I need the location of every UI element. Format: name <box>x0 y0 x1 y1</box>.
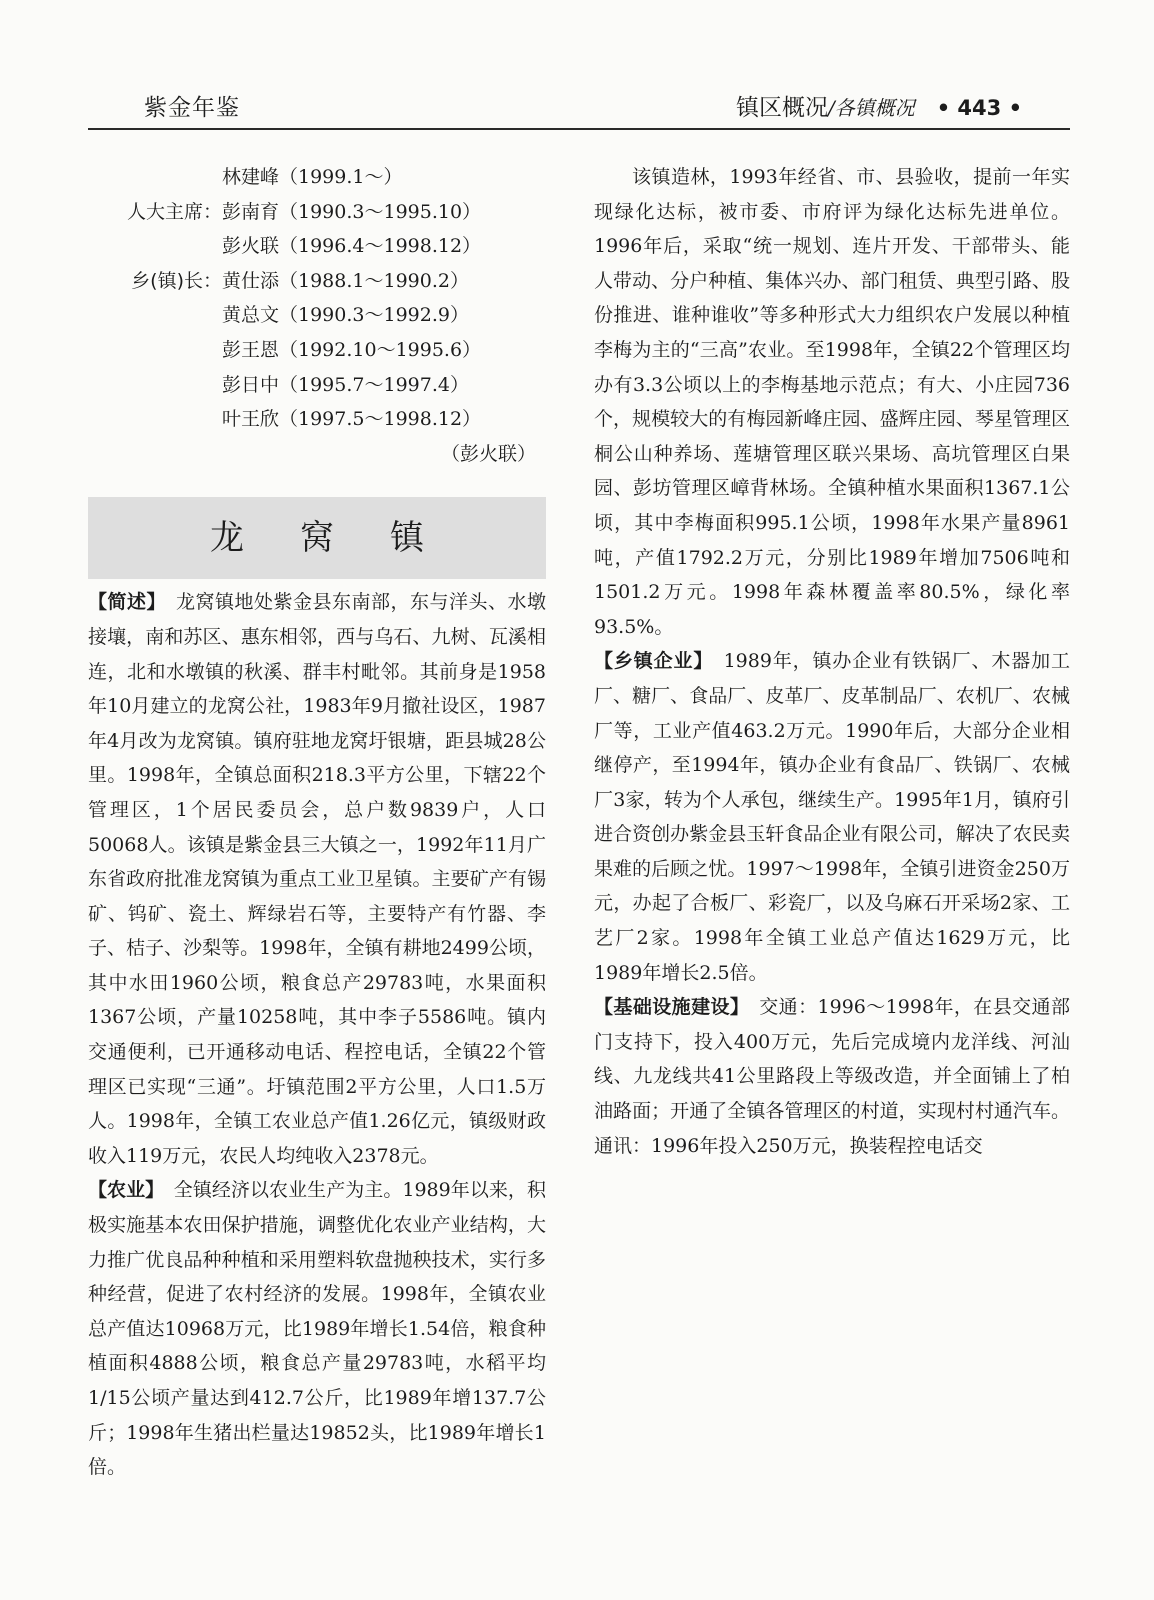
subsection-name: /各镇概况 <box>827 96 915 120</box>
forestry-paragraph: 该镇造林，1993年经省、市、县验收，提前一年实现绿化达标，被市委、市府评为绿化达标先进单位。1996年后，采取“统一规划、连片开发、干部带头、能人带动、分户种植、集体兴办、部门租赁、典型引路、股份推进、谁种谁收”等多种形式大力组织农户发展以种植李梅为主的“三高”农业。至1998年，全镇22个管理区均办有3.3公顷以上的李梅基地示范点；有大、小庄园736个，规模较大的有梅园新峰庄园、盛辉庄园、琴星管理区桐公山种养场、莲塘管理区联兴果场、高坑管理区白果园、彭坊管理区嶂背林场。全镇种植水果面积1367.1公顷，其中李梅面积995.1公顷，1998年水果产量8961吨，产值1792.2万元，分别比1989年增加7506吨和1501.2万元。1998年森林覆盖率80.5%，绿化率93.5%。 <box>594 166 1070 638</box>
official-row: 彭日中（1995.7～1997.4） <box>222 373 469 396</box>
official-row: 彭王恩（1992.10～1995.6） <box>222 338 482 361</box>
section-name: 镇区概况 <box>735 95 828 121</box>
overview-paragraph: 【简述】 龙窝镇地处紫金县东南部，东与洋头、水墩接壤，南和苏区、惠东相邻，西与乌石、九树、瓦溪相连，北和水墩镇的秋溪、群丰村毗邻。其前身是1958年10月建立的龙窝公社，1983年9月撤社设区，1987年4月改为龙窝镇。镇府驻地龙窝圩银塘，距县城28公里。1998年，全镇总面积218.3平方公里，下辖22个管理区，1个居民委员会，总户数9839户，人口50068人。该镇是紫金县三大镇之一，1992年11月广东省政府批准龙窝镇为重点工业卫星镇。主要矿产有锡矿、钨矿、瓷土、辉绿岩石等，主要特产有竹器、李子、桔子、沙梨等。1998年，全镇有耕地2499公顷，其中水田1960公顷，粮食总产29783吨，水果面积1367公顷，产量10258吨，其中李子5586吨。镇内交通便利，已开通移动电话、程控电话，全镇22个管理区已实现“三通”。圩镇范围2平方公里，人口1.5万人。1998年，全镇工农业总产值1.26亿元，镇级财政收入119万元，农民人均纯收入2378元。 <box>88 591 546 1167</box>
agriculture-paragraph: 【农业】 全镇经济以农业生产为主。1989年以来，积极实施基本农田保护措施，调整优化农业产业结构，大力推广优良品种种植和采用塑料软盘抛秧技术，实行多种经营，促进了农村经济的发展。1998年，全镇农业总产值达10968万元，比1989年增长1.54倍，粮食种植面积4888公顷，粮食总产量29783吨，水稻平均1/15公顷产量达到412.7公斤，比1989年增137.7公斤；1998年生猪出栏量达19852头，比1989年增长1倍。 <box>88 1179 546 1479</box>
right-column <box>594 160 1070 1163</box>
official-row: 叶王欣（1997.5～1998.12） <box>222 408 482 431</box>
official-row: 黄总文（1990.3～1992.9） <box>222 304 469 327</box>
author-credit: （彭火联） <box>440 442 536 465</box>
officials-list <box>88 160 546 437</box>
agriculture-label: 【农业】 <box>88 1179 155 1202</box>
section-title-box <box>88 497 546 579</box>
infrastructure-paragraph: 【基础设施建设】 交通：1996～1998年，在县交通部门支持下，投入400万元，先后完成境内龙洋线、河汕线、九龙线共41公里路段上等级改造，并全面铺上了柏油路面；开通了全镇各管理区的村道，实现村村通汽车。通讯：1996年投入250万元，换装程控电话交 <box>594 996 1070 1157</box>
section-title: 龙窝镇 <box>210 518 480 559</box>
enterprise-paragraph: 【乡镇企业】 1989年，镇办企业有铁锅厂、木器加工厂、糖厂、食品厂、皮革厂、皮革制品厂、农机厂、农械厂等，工业产值463.2万元。1990年后，大部分企业相继停产，至1994年，镇办企业有食品厂、铁锅厂、农械厂3家，转为个人承包，继续生产。1995年1月，镇府引进合资创办紫金县玉轩食品企业有限公司，解决了农民卖果难的后顾之忧。1997～1998年，全镇引进资金250万元，办起了合板厂、彩瓷厂，以及乌麻石开采场2家、工艺厂2家。1998年全镇工业总产值达1629万元，比1989年增长2.5倍。 <box>594 650 1070 984</box>
book-title: 紫金年鉴 <box>144 95 240 121</box>
header-right <box>736 89 1022 122</box>
official-row: 彭火联（1996.4～1998.12） <box>222 235 482 258</box>
infrastructure-label: 【基础设施建设】 <box>594 996 740 1019</box>
official-row: 乡(镇)长： 黄仕添（1988.1～1990.2） <box>131 269 469 292</box>
page-header <box>88 86 1070 130</box>
official-row: 人大主席： 彭南育（1990.3～1995.10） <box>126 200 482 223</box>
page-number: • 443 • <box>936 96 1022 120</box>
left-column <box>88 160 546 1485</box>
official-row: 林建峰（1999.1～） <box>222 166 403 188</box>
enterprise-label: 【乡镇企业】 <box>594 650 704 673</box>
overview-label: 【简述】 <box>88 591 157 614</box>
